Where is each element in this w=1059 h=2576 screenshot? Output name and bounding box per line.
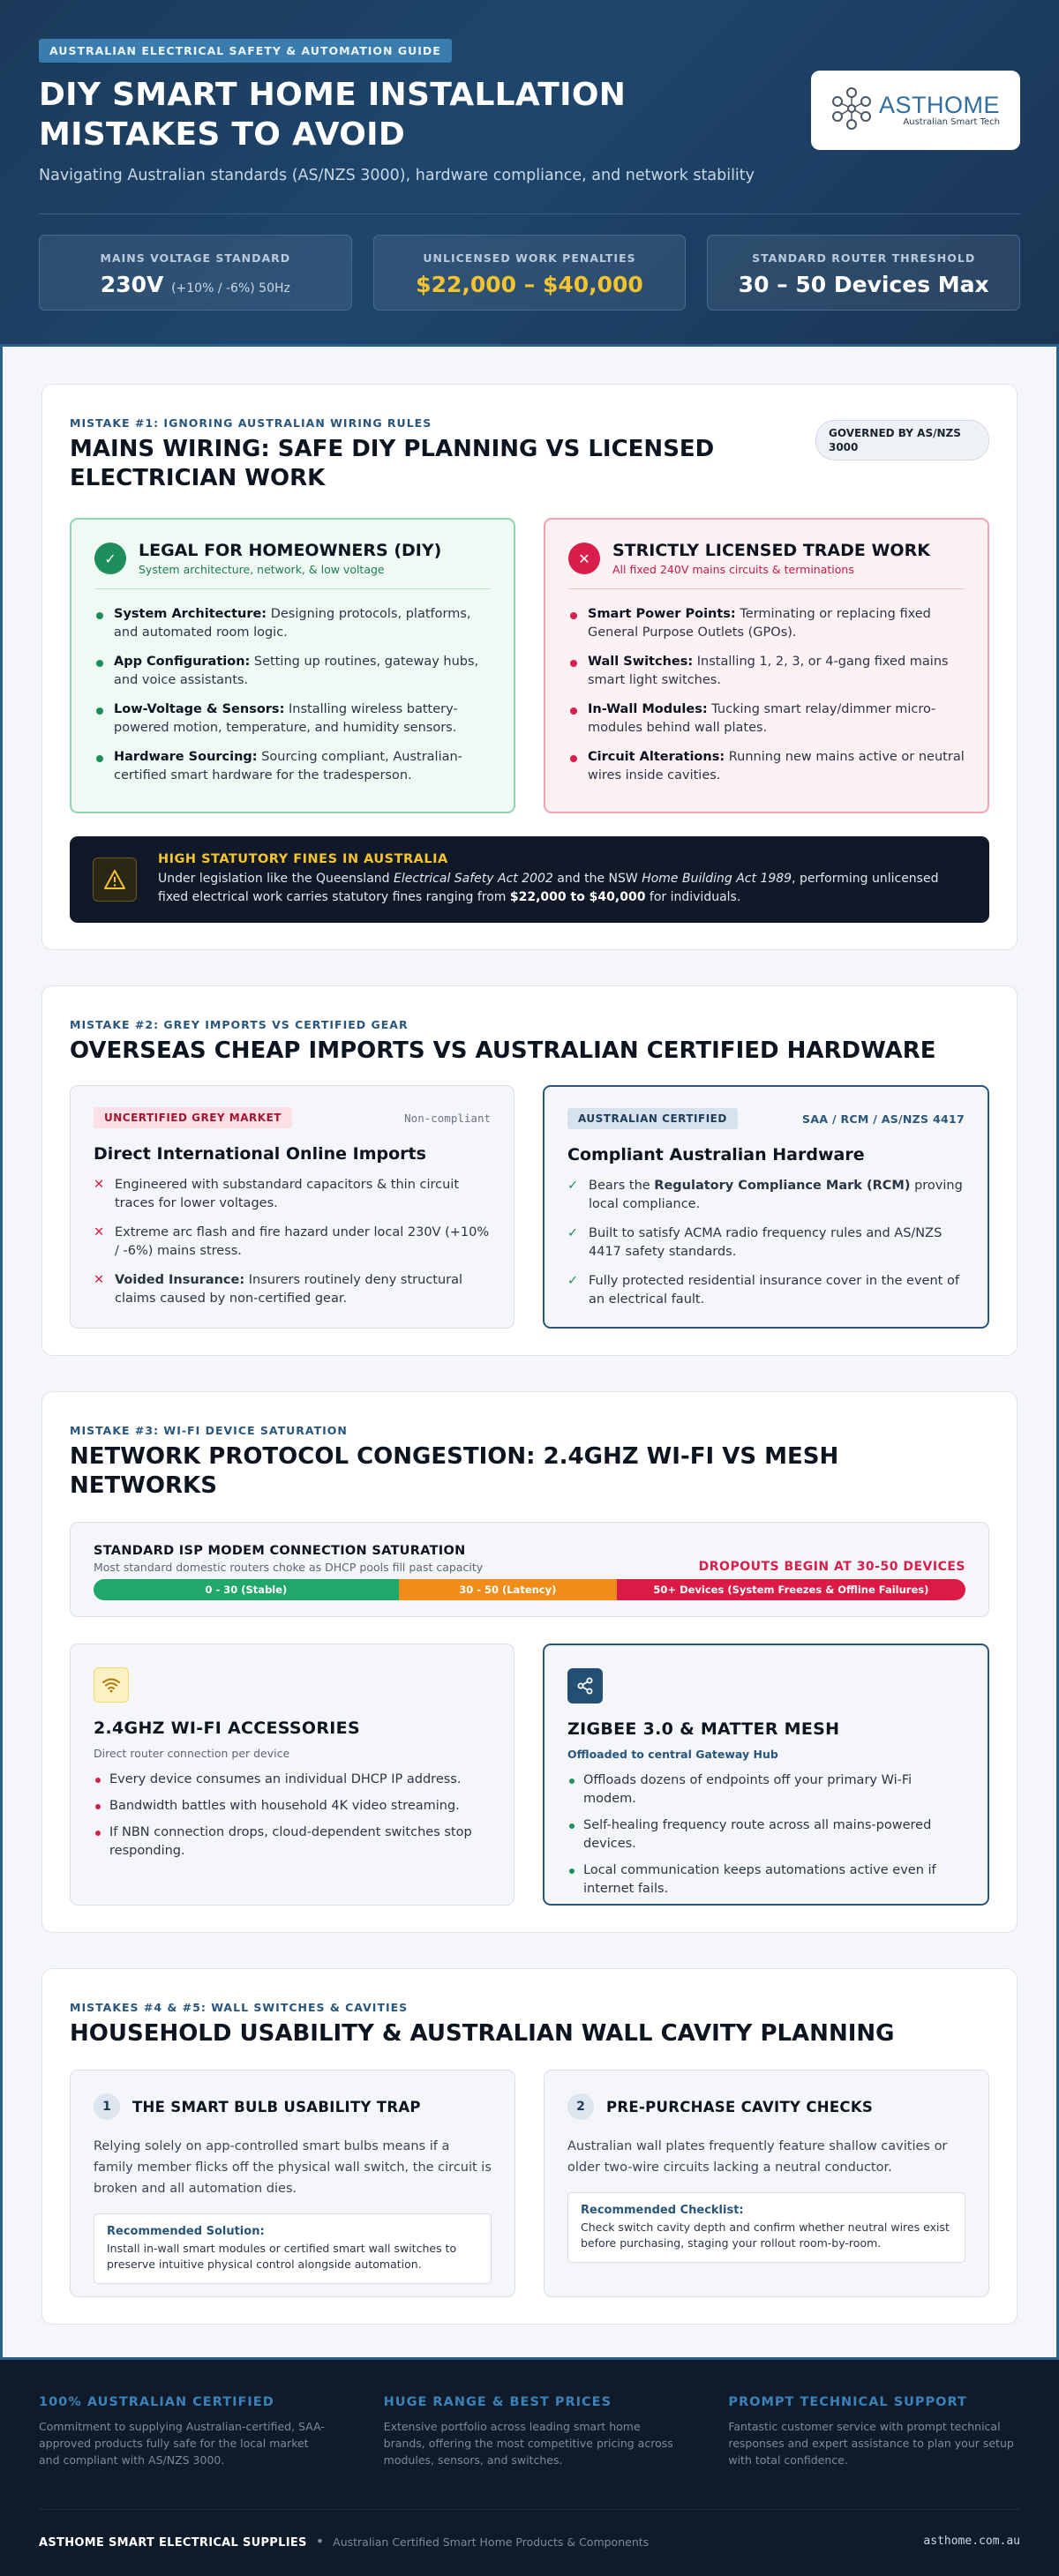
smart-bulb-card (70, 2070, 515, 2297)
check-mark-icon: ✓ (567, 1179, 579, 1193)
footer-tagline: Australian Certified Smart Home Products & Components (333, 2535, 650, 2549)
footer-column (384, 2395, 676, 2468)
licensed-card (544, 518, 989, 813)
footer (0, 2360, 1059, 2576)
brand-logo[interactable] (811, 71, 1020, 150)
list-item: ✓ Built to satisfy ACMA radio frequency rules and AS/NZS 4417 safety standards. (567, 1226, 943, 1259)
list-item: In-Wall Modules: Tucking smart relay/dimmer micro-modules behind wall plates. (568, 700, 965, 738)
stat-label: STANDARD ROUTER THRESHOLD (752, 251, 976, 265)
section-mistake-4-5 (41, 1968, 1018, 2325)
main-content (0, 347, 1059, 2360)
cavity-check-card (544, 2070, 989, 2297)
recommendation-text: Check switch cavity depth and confirm whether neutral wires exist before purchasing, staging your rollout room-by-room. (581, 2220, 950, 2250)
grey-market-list (94, 1176, 491, 1308)
card-header (94, 541, 491, 589)
protocol-row (70, 1644, 989, 1906)
check-mark-icon: ✓ (567, 1274, 579, 1288)
section-eyebrow: MISTAKE #3: WI-FI DEVICE SATURATION (70, 1424, 348, 1437)
footer-column-title: 100% AUSTRALIAN CERTIFIED (39, 2395, 274, 2409)
fines-text: Under legislation like the Queensland Electrical Safety Act 2002 and the NSW Home Building Act 1989, performing unlicensed fixed electrical work carries statutory fines ranging from $22,000 to $40,000 for individuals. (158, 872, 939, 904)
section-title: HOUSEHOLD USABILITY & AUSTRALIAN WALL CAVITY PLANNING (70, 2020, 895, 2047)
footer-column-text: Commitment to supplying Australian-certified, SAA-approved products fully safe for the local market and compliant with AS/NZS 3000. (39, 2420, 325, 2467)
x-mark-icon: ✕ (94, 1178, 105, 1192)
list-item: Offloads dozens of endpoints off your primary Wi-Fi modem. (567, 1771, 965, 1808)
standards-note: SAA / RCM / AS/NZS 4417 (802, 1112, 965, 1126)
x-mark-icon: ✕ (94, 1273, 105, 1287)
fines-title: HIGH STATUTORY FINES IN AUSTRALIA (158, 852, 448, 866)
logo-tagline: Australian Smart Tech (903, 116, 1000, 127)
card-subtitle: System architecture, network, & low voltage (139, 563, 385, 576)
hero-header (0, 0, 1059, 347)
card-title: LEGAL FOR HOMEOWNERS (DIY) (139, 541, 442, 560)
footer-column-text: Extensive portfolio across leading smart home brands, offering the most competitive pricing across modules, sensors, and switches. (383, 2420, 673, 2467)
saturation-panel (70, 1522, 989, 1617)
card-header (567, 2093, 965, 2120)
section-heading-group (70, 416, 815, 493)
footer-column-title: HUGE RANGE & BEST PRICES (383, 2395, 612, 2409)
footer-column (39, 2395, 331, 2468)
card-title: 2.4GHZ WI-FI ACCESSORIES (94, 1719, 360, 1738)
segment-latency: 30 - 50 (Latency) (399, 1579, 617, 1600)
section-title: OVERSEAS CHEAP IMPORTS VS AUSTRALIAN CERTIFIED HARDWARE (70, 1037, 936, 1064)
section-mistake-1 (41, 384, 1018, 950)
list-item: Bandwidth battles with household 4K video streaming. (94, 1797, 491, 1816)
list-item: ✕ Voided Insurance: Insurers routinely deny structural claims caused by non-certified gear. (94, 1273, 463, 1306)
stat-card-voltage (39, 235, 352, 311)
diy-list (94, 605, 491, 785)
page-subtitle: Navigating Australian standards (AS/NZS 3000), hardware compliance, and network stability (39, 167, 755, 184)
footer-column (728, 2395, 1020, 2468)
card-text: Australian wall plates frequently feature shallow cavities or older two-wire circuits lacking a neutral conductor. (567, 2139, 948, 2175)
logo-word: ASTHOME (878, 91, 1000, 118)
recommendation-box (567, 2192, 965, 2263)
page-title: DIY SMART HOME INSTALLATION MISTAKES TO AVOID (39, 77, 627, 153)
section-mistake-2 (41, 985, 1018, 1356)
card-header (94, 2093, 492, 2120)
card-title: STRICTLY LICENSED TRADE WORK (612, 541, 930, 560)
footer-columns (39, 2395, 1020, 2468)
stat-value (40, 272, 351, 297)
mesh-list (567, 1771, 965, 1898)
hero-divider (39, 213, 1020, 214)
list-item: App Configuration: Setting up routines, gateway hubs, and voice assistants. (94, 653, 491, 690)
warning-icon (93, 857, 137, 902)
fines-text-group (158, 852, 966, 907)
card-tag-row (567, 1108, 965, 1129)
stat-label: UNLICENSED WORK PENALTIES (423, 251, 636, 265)
comparison-row (70, 518, 989, 813)
card-header-text (139, 541, 441, 576)
card-title: PRE-PURCHASE CAVITY CHECKS (606, 2098, 874, 2115)
footer-divider (39, 2509, 1020, 2510)
stat-value: 30 – 50 Devices Max (738, 272, 989, 297)
list-item: Low-Voltage & Sensors: Installing wireless battery-powered motion, temperature, and humidity sensors. (94, 700, 491, 738)
diy-card (70, 518, 515, 813)
section-title: NETWORK PROTOCOL CONGESTION: 2.4GHZ WI-FI VS MESH NETWORKS (70, 1443, 839, 1499)
stats-row (39, 235, 1020, 311)
section-eyebrow: MISTAKE #2: GREY IMPORTS VS CERTIFIED GEAR (70, 1018, 409, 1031)
list-item: System Architecture: Designing protocols, platforms, and automated room logic. (94, 605, 491, 642)
footer-separator: • (315, 2533, 325, 2550)
card-title: Compliant Australian Hardware (567, 1145, 865, 1164)
status-badge: UNCERTIFIED GREY MARKET (94, 1107, 292, 1128)
recommendation-box (94, 2213, 492, 2284)
card-header-text (612, 541, 930, 576)
saturation-title: STANDARD ISP MODEM CONNECTION SATURATION (94, 1544, 466, 1558)
section-eyebrow: MISTAKE #1: IGNORING AUSTRALIAN WIRING RULES (70, 416, 432, 430)
card-subtitle: Direct router connection per device (94, 1747, 290, 1760)
logo-text (878, 91, 1000, 127)
usability-row (70, 2070, 989, 2297)
footer-brand-group (39, 2533, 649, 2550)
check-icon: ✓ (94, 543, 126, 574)
stat-value: $22,000 – $40,000 (416, 272, 643, 297)
stat-card-router (707, 235, 1020, 311)
x-icon: ✕ (568, 543, 600, 574)
section-header (70, 416, 989, 493)
saturation-subtitle: Most standard domestic routers choke as DHCP pools fill past capacity (94, 1561, 484, 1574)
card-subtitle: All fixed 240V mains circuits & terminations (612, 563, 854, 576)
hexagon-nodes-icon (831, 86, 872, 134)
wifi-list (94, 1771, 491, 1861)
fines-alert (70, 836, 989, 923)
dropout-alert: DROPOUTS BEGIN AT 30-50 DEVICES (698, 1560, 965, 1574)
step-number: 2 (567, 2093, 594, 2120)
segment-stable: 0 - 30 (Stable) (94, 1579, 399, 1600)
wifi-icon (94, 1667, 129, 1703)
card-subtitle: Offloaded to central Gateway Hub (567, 1748, 778, 1761)
grey-market-card (70, 1085, 514, 1329)
list-item: Circuit Alterations: Running new mains active or neutral wires inside cavities. (568, 748, 965, 785)
list-item: Self-healing frequency route across all mains-powered devices. (567, 1816, 965, 1853)
list-item: Smart Power Points: Terminating or replacing fixed General Purpose Outlets (GPOs). (568, 605, 965, 642)
card-title: THE SMART BULB USABILITY TRAP (132, 2098, 421, 2115)
wifi-card (70, 1644, 514, 1906)
list-item: ✓ Bears the Regulatory Compliance Mark (RCM) proving local compliance. (567, 1179, 963, 1211)
licensed-list (568, 605, 965, 785)
comparison-row (70, 1085, 989, 1329)
card-text: Relying solely on app-controlled smart bulbs means if a family member flicks off the physical wall switch, the circuit is broken and all automation dies. (94, 2139, 492, 2196)
recommendation-text: Install in-wall smart modules or certified smart wall switches to preserve intuitive physical control alongside automation. (107, 2242, 457, 2271)
section-eyebrow: MISTAKES #4 & #5: WALL SWITCHES & CAVITIES (70, 2001, 409, 2014)
list-item: If NBN connection drops, cloud-dependent switches stop responding. (94, 1823, 491, 1861)
list-item: Hardware Sourcing: Sourcing compliant, Australian-certified smart hardware for the tradesperson. (94, 748, 491, 785)
status-badge: AUSTRALIAN CERTIFIED (567, 1108, 738, 1129)
saturation-heading-group (94, 1544, 483, 1574)
saturation-header (94, 1544, 965, 1574)
certified-card (543, 1085, 989, 1329)
footer-column-text: Fantastic customer service with prompt technical responses and expert assistance to plan your setup with total confidence. (728, 2420, 1014, 2467)
stat-card-penalties (373, 235, 687, 311)
segment-failure: 50+ Devices (System Freezes & Offline Failures) (617, 1579, 965, 1600)
card-title: Direct International Online Imports (94, 1144, 426, 1164)
recommendation-title: Recommended Solution: (107, 2225, 265, 2238)
list-item: Every device consumes an individual DHCP IP address. (94, 1771, 491, 1789)
footer-bottom-bar (39, 2533, 1020, 2550)
step-number: 1 (94, 2093, 120, 2120)
share-nodes-icon (567, 1668, 603, 1704)
stat-number: 230V (100, 272, 164, 297)
footer-website-link[interactable]: asthome.com.au (923, 2535, 1020, 2548)
footer-brand: ASTHOME SMART ELECTRICAL SUPPLIES (39, 2536, 307, 2550)
recommendation-title: Recommended Checklist: (581, 2204, 744, 2217)
section-mistake-3 (41, 1391, 1018, 1933)
section-title: MAINS WIRING: SAFE DIY PLANNING VS LICENSED ELECTRICIAN WORK (70, 436, 715, 491)
list-item: ✕ Engineered with substandard capacitors & thin circuit traces for lower voltages. (94, 1178, 460, 1210)
card-tag-row (94, 1107, 491, 1128)
card-title: ZIGBEE 3.0 & MATTER MESH (567, 1719, 840, 1739)
mesh-card (543, 1644, 989, 1906)
list-item: ✓ Fully protected residential insurance cover in the event of an electrical fault. (567, 1274, 959, 1307)
stat-label: MAINS VOLTAGE STANDARD (100, 251, 291, 265)
card-header (568, 541, 965, 589)
list-item: Wall Switches: Installing 1, 2, 3, or 4-gang fixed mains smart light switches. (568, 653, 965, 690)
footer-column-title: PROMPT TECHNICAL SUPPORT (728, 2395, 967, 2409)
stat-unit: (+10% / -6%) 50Hz (171, 281, 290, 296)
certified-list (567, 1177, 965, 1309)
list-item: Local communication keeps automations active even if internet fails. (567, 1861, 965, 1898)
governance-badge: GOVERNED BY AS/NZS 3000 (815, 420, 989, 461)
list-item: ✕ Extreme arc flash and fire hazard under local 230V (+10% / -6%) mains stress. (94, 1225, 490, 1258)
compliance-note: Non-compliant (404, 1111, 491, 1125)
saturation-bar (94, 1579, 965, 1600)
check-mark-icon: ✓ (567, 1226, 579, 1240)
hero-eyebrow: AUSTRALIAN ELECTRICAL SAFETY & AUTOMATION GUIDE (39, 39, 452, 63)
x-mark-icon: ✕ (94, 1225, 105, 1239)
